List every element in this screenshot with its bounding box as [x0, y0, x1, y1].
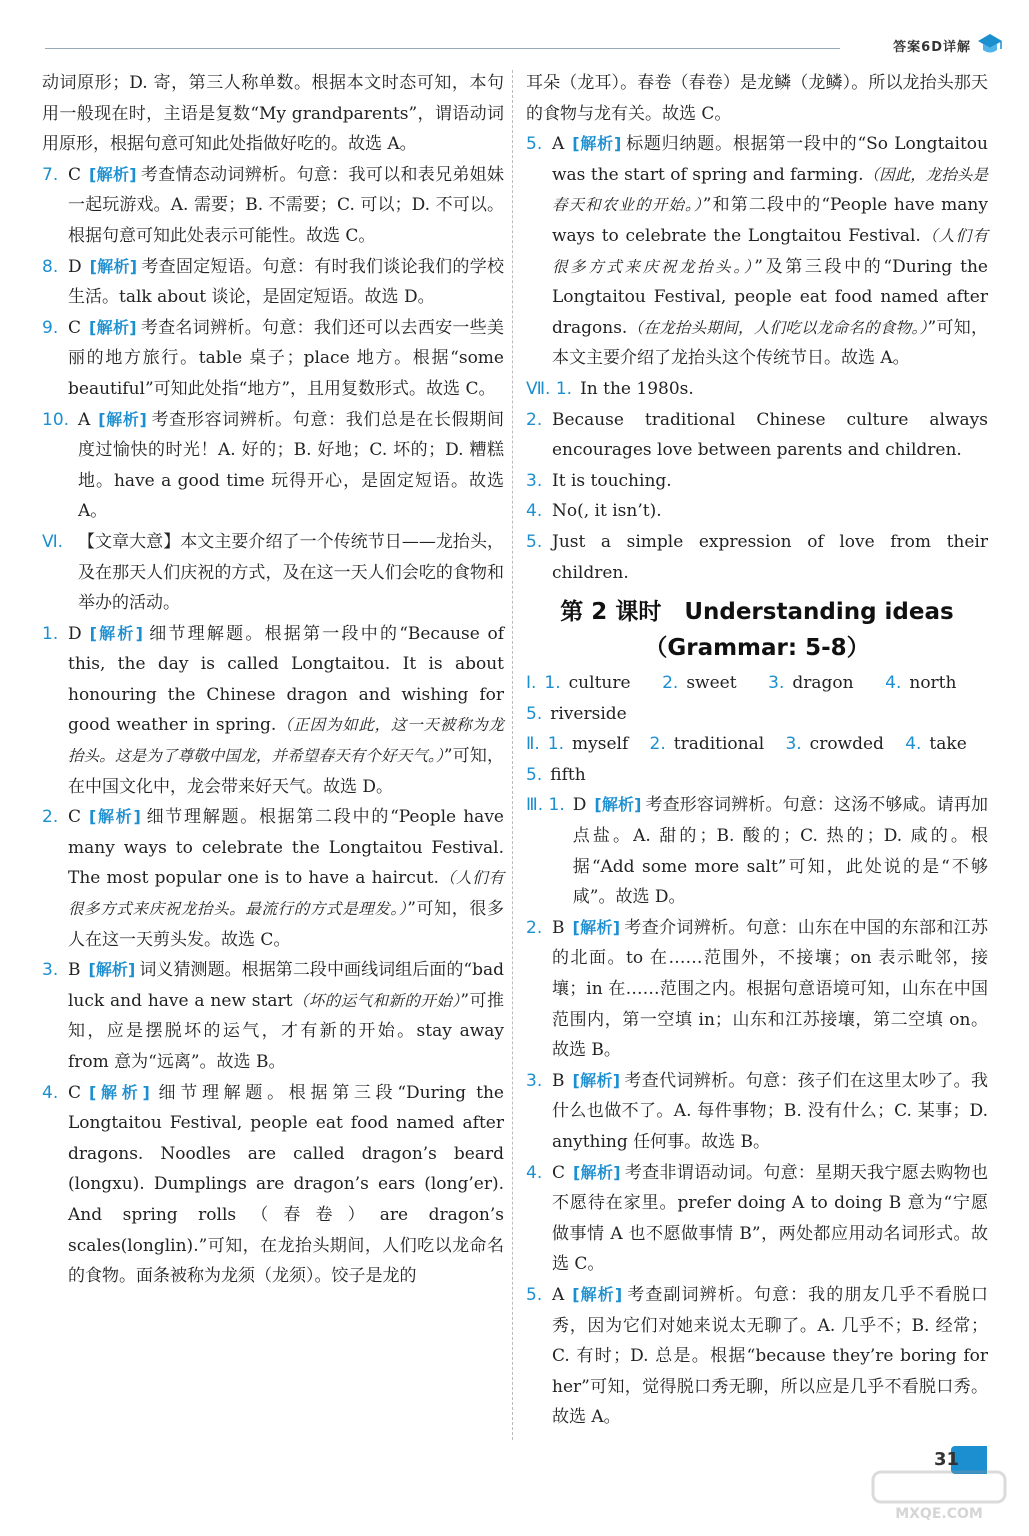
item-number: 8.: [42, 256, 59, 277]
analysis-text-end: ”可推知，应是摆脱坏的运气，才有新的开始。stay away from 意为“远离”。故选 B。: [68, 990, 504, 1072]
lesson-title: 第 2 课时 Understanding ideas: [560, 599, 954, 626]
answer-letter: A: [78, 409, 91, 430]
analysis-tag: [解析]: [89, 623, 143, 643]
item-number: 3.: [526, 470, 543, 491]
section-1-answers: [526, 668, 988, 699]
analysis-text: 细节理解题。根据第二段中的“People have many ways to celebrate the Longtaitou Festival. The most popular one is to have a haircut.: [68, 807, 504, 889]
page-number: 31: [933, 1449, 959, 1470]
analysis-text: 考查形容词辨析。句意：我们总是在长假期间度过愉快的时光！A. 好的；B. 好地；C. 坏的；D. 糟糕地。have a good time 玩得开心，是固定短语。故选 A。: [78, 409, 504, 522]
analysis-tag: [解析]: [594, 795, 642, 815]
answer-text: culture: [568, 673, 631, 694]
item-number: 4.: [905, 734, 922, 755]
list-item: [526, 527, 988, 588]
watermark-logo: [869, 1468, 1009, 1522]
analysis-tag: [解析]: [89, 1082, 150, 1102]
item-number: 4.: [526, 1162, 543, 1183]
item-number: 10.: [42, 409, 70, 430]
answer-letter: B: [68, 960, 81, 981]
analysis-text-end: ”可知，很多人在这一天剪头发。故选 C。: [68, 899, 504, 950]
analysis-text: ”和第二段中的“People have many ways to celebrate the Longtaitou Festival.: [552, 195, 988, 246]
analysis-text: 考查形容词辨析。句意：这汤不够咸。请再加点盐。A. 甜的；B. 酸的；C. 热的；D. 咸的。根据“Add some more salt”可知，此处说的是“不够咸”。故选 D。: [572, 795, 988, 908]
reading-answer-2: [42, 802, 504, 955]
section-1-last: [526, 699, 988, 730]
answer-letter: C: [68, 807, 82, 828]
item-number: 2.: [526, 409, 543, 430]
summary-text: 【文章大意】本文主要介绍了一个传统节日——龙抬头，及在那天人们庆祝的方式，及在这一天人们会吃的食物和举办的活动。: [78, 531, 504, 614]
reading-answer-5: [526, 129, 988, 374]
analysis-tag: [解析]: [572, 1284, 623, 1304]
answer-text: It is touching.: [552, 470, 672, 491]
analysis-tag: [解析]: [88, 960, 136, 980]
answer-text: fifth: [550, 764, 586, 785]
continued-paragraph: 耳朵（龙耳）。春卷（春卷）是龙鳞（龙鳞）。所以龙抬头那天的食物与龙有关。故选 C。: [526, 73, 988, 124]
section-2-last: [526, 760, 988, 791]
item-number: 3.: [785, 734, 802, 755]
item-number: 5.: [526, 531, 543, 552]
analysis-text: ”及第三段中的“During the Longtaitou Festival, people eat food named after dragons.: [552, 256, 988, 338]
item-number: 5.: [526, 1284, 543, 1305]
answer-letter: C: [552, 1162, 566, 1183]
translation-text: （坏的运气和新的开始）: [292, 991, 461, 1010]
translation-text: （人们有很多方式来庆祝龙抬头。最流行的方式是理发。）: [68, 869, 504, 919]
answer-letter: B: [552, 1070, 565, 1091]
reading-answer-1: [42, 619, 504, 803]
section-number: Ⅵ.: [42, 531, 64, 552]
analysis-text: 考查副词辨析。句意：我的朋友几乎不看脱口秀，因为它们对她来说太无聊了。A. 几乎不；B. 经常；C. 有时；D. 总是。根据“because they’re boring for her”可知，觉得脱口秀无聊，所以应是几乎不看脱口秀。故选 A。: [552, 1284, 988, 1428]
analysis-tag: [解析]: [89, 317, 137, 337]
analysis-tag: [解析]: [572, 917, 621, 937]
answer-text: In the 1980s.: [580, 378, 694, 399]
list-item: [526, 374, 988, 405]
answer-text: myself: [572, 734, 629, 755]
grammar-answer-4: [526, 1158, 988, 1280]
answer-letter: C: [68, 1082, 82, 1103]
list-item: [526, 496, 988, 527]
brand-label: 答案6D详解: [893, 40, 971, 55]
answer-text: crowded: [809, 734, 884, 755]
analysis-text: 词义猜测题。根据第二段中画线词组后面的“bad luck and have a new start: [68, 960, 504, 1011]
translation-text: （人们有很多方式来庆祝龙抬头。）: [552, 226, 988, 276]
item-number: 5.: [526, 703, 543, 724]
item-number: 2.: [662, 673, 679, 694]
analysis-tag: [解析]: [572, 1070, 621, 1090]
answer-letter: A: [552, 1284, 565, 1305]
analysis-text: 考查非谓语动词。句意：星期天我宁愿去购物也不愿待在家里。prefer doing A to doing B 意为“宁愿做事情 A 也不愿做事情 B”，两处都应用动名词形式。故选 C。: [552, 1162, 988, 1275]
analysis-tag: [解析]: [89, 164, 137, 184]
header-rule: [45, 48, 840, 49]
reading-answer-4: [42, 1078, 504, 1292]
item-number: 2.: [649, 734, 666, 755]
analysis-text: 标题归纳题。根据第一段中的“So Longtaitou was the start of spring and farming.: [552, 134, 988, 185]
item-number: 9.: [42, 317, 59, 338]
section-number: Ⅰ.: [526, 673, 537, 694]
section-6-summary: [42, 527, 504, 619]
column-divider: [512, 70, 513, 1440]
answer-text: dragon: [792, 673, 854, 694]
grammar-answer-3: [526, 1066, 988, 1158]
item-number: 7.: [42, 164, 59, 185]
answer-text: traditional: [673, 734, 765, 755]
analysis-text: 考查固定短语。句意：有时我们谈论我们的学校生活。talk about 谈论，是固定短语。故选 D。: [68, 256, 504, 308]
answer-text: north: [909, 673, 957, 694]
analysis-text: 考查介词辨析。句意：山东在中国的东部和江苏的北面。to 在……范围外，不接壤；on 表示毗邻，接壤；in 在……范围之内。根据句意语境可知，山东在中国范围内，第一空填 in；山东和江苏接壤，第二空填 on。故选 B。: [552, 917, 988, 1061]
answer-item-10: [42, 405, 504, 527]
answer-letter: A: [552, 134, 565, 155]
analysis-tag: [解析]: [89, 256, 138, 276]
answer-item-9: [42, 313, 504, 405]
analysis-tag: [解析]: [572, 134, 622, 154]
answer-text: Because traditional Chinese culture always encourages love between parents and children.: [552, 409, 988, 461]
lesson-heading: [526, 594, 988, 666]
item-number: 4.: [885, 673, 902, 694]
analysis-tag: [解析]: [98, 409, 147, 429]
answer-letter: C: [68, 317, 82, 338]
item-number: 3.: [42, 960, 59, 981]
item-number: 3.: [768, 673, 785, 694]
right-column: [526, 68, 988, 1433]
continued-paragraph: 动词原形；D. 寄，第三人称单数。根据本文时态可知，本句用一般现在时，主语是复数“My grandparents”，谓语动词用原形，根据句意可知此处指做好吃的。故选 A。: [42, 73, 504, 155]
item-number: 4.: [42, 1082, 59, 1103]
analysis-text: 考查名词辨析。句意：我们还可以去西安一些美丽的地方旅行。table 桌子；place 地方。根据“some beautiful”可知此处指“地方”，且用复数形式。故选 C。: [68, 317, 504, 399]
item-number: 2.: [42, 807, 59, 828]
lesson-subtitle: （Grammar: 5-8）: [644, 635, 870, 662]
section-7-answers: [526, 374, 988, 588]
item-number: 3.: [526, 1070, 543, 1091]
answer-letter: D: [572, 795, 587, 816]
analysis-text-end: ”可知，在中国文化中，龙会带来好天气。故选 D。: [68, 746, 504, 797]
analysis-text-end: ”可知，本文主要介绍了龙抬头这个传统节日。故选 A。: [552, 317, 988, 369]
item-number: 1.: [547, 734, 565, 755]
list-item: [526, 405, 988, 466]
item-number: 4.: [526, 501, 543, 522]
item-number: Ⅲ. 1.: [526, 795, 565, 816]
translation-text: （因此，龙抬头是春天和农业的开始。）: [552, 165, 988, 215]
section-number: Ⅱ.: [526, 734, 540, 755]
answer-text: Just a simple expression of love from their children.: [552, 531, 988, 583]
translation-text: （在龙抬头期间，人们吃以龙命名的食物。）: [627, 318, 928, 337]
answer-text: take: [929, 734, 967, 755]
answer-letter: C: [68, 164, 82, 185]
answer-text: sweet: [686, 673, 737, 694]
item-number: 5.: [526, 764, 543, 785]
section-2-answers: [526, 729, 988, 760]
watermark-text: MXQE.COM: [895, 1506, 983, 1522]
item-number: 1.: [544, 673, 561, 694]
item-number: 2.: [526, 917, 543, 938]
grammar-answer-2: [526, 913, 988, 1066]
answer-letter: B: [552, 917, 565, 938]
analysis-tag: [解析]: [89, 807, 141, 827]
item-number: 1.: [42, 623, 59, 644]
answer-item-8: [42, 252, 504, 313]
grammar-answer-1: [526, 790, 988, 912]
list-item: [526, 466, 988, 497]
item-number: Ⅶ. 1.: [526, 378, 573, 399]
analysis-text: 考查代词辨析。句意：孩子们在这里太吵了。我什么也做不了。A. 每件事物；B. 没有什么；C. 某事；D. anything 任何事。故选 B。: [552, 1070, 988, 1152]
answer-letter: D: [68, 623, 82, 644]
answer-item-7: [42, 160, 504, 252]
analysis-text: 细节理解题。根据第三段“During the Longtaitou Festival, people eat food named after dragons. Noodles are called dragon’s beard (longxu). Dumplings are dragon’s ears (long’er). And spring rolls（春卷）are dragon’s scales(longlin).”可知，在龙抬头期间，人们吃以龙命名的食物。面条被称为龙须（龙须）。饺子是龙的: [68, 1082, 504, 1287]
analysis-tag: [解析]: [573, 1162, 621, 1182]
item-number: 5.: [526, 134, 543, 155]
answer-text: No(, it isn’t).: [552, 501, 662, 522]
analysis-text: 细节理解题。根据第一段中的“Because of this, the day is called Longtaitou. It is about honouring the Chinese dragon and wishing for good weather in spring.: [68, 623, 504, 736]
grammar-answer-5: [526, 1280, 988, 1433]
graduation-cap-icon: [977, 31, 1003, 57]
answer-letter: D: [68, 256, 82, 277]
translation-text: （正因为如此，这一天被称为龙抬头。这是为了尊敬中国龙，并希望春天有个好天气。）: [68, 716, 504, 766]
left-column: [42, 68, 504, 1292]
answer-text: riverside: [550, 703, 627, 724]
analysis-text: 考查情态动词辨析。句意：我可以和表兄弟姐妹一起玩游戏。A. 需要；B. 不需要；C. 可以；D. 不可以。根据句意可知此处表示可能性。故选 C。: [68, 164, 504, 246]
reading-answer-3: [42, 955, 504, 1077]
